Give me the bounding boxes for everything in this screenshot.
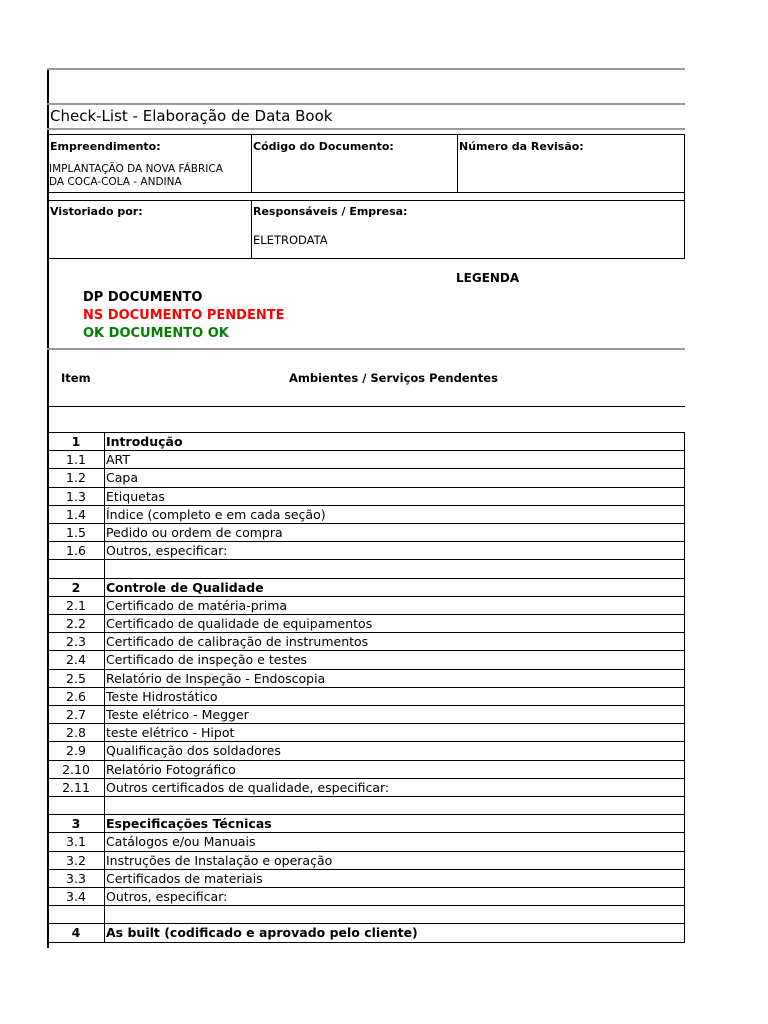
row-bottom-line bbox=[47, 851, 685, 852]
empreendimento-value-line1: IMPLANTAÇÃO DA NOVA FÁBRICA bbox=[49, 163, 223, 175]
row-item-number: 2.4 bbox=[66, 652, 86, 668]
row-bottom-line bbox=[47, 760, 685, 761]
row-description: Instruções de Instalação e operação bbox=[106, 852, 333, 868]
legend-title: LEGENDA bbox=[456, 271, 520, 285]
column-header-bottom bbox=[47, 406, 685, 407]
header-row2-bottom bbox=[47, 258, 685, 259]
row-description: Relatório Fotográfico bbox=[106, 761, 236, 777]
row-bottom-line bbox=[47, 614, 685, 615]
row-item-number: 2.10 bbox=[62, 761, 90, 777]
header-divider-1 bbox=[251, 134, 252, 192]
header-row1-bottom bbox=[47, 192, 685, 193]
legend-bottom-rule bbox=[47, 348, 685, 350]
row-item-number: 1.5 bbox=[66, 525, 86, 540]
row-item-number: 1.6 bbox=[66, 543, 86, 559]
row-item-number: 2.5 bbox=[66, 670, 86, 686]
row-description: Capa bbox=[106, 470, 138, 486]
row-item-number: 1.1 bbox=[66, 452, 86, 468]
row-item-number: 2.7 bbox=[66, 707, 86, 722]
row-description: Controle de Qualidade bbox=[106, 579, 264, 595]
column-header-item: Item bbox=[61, 371, 91, 385]
row-bottom-line bbox=[47, 578, 685, 579]
row-item-number: 1 bbox=[71, 434, 81, 449]
legend-code: NS bbox=[83, 308, 104, 323]
row-description: Introdução bbox=[106, 434, 183, 449]
row-item-number: 4 bbox=[71, 925, 81, 941]
row-bottom-line bbox=[47, 669, 685, 670]
header-divider-3 bbox=[251, 200, 252, 258]
row-item-number: 3.4 bbox=[66, 889, 86, 904]
row-bottom-line bbox=[47, 596, 685, 597]
row-bottom-line bbox=[47, 487, 685, 488]
row-item-number: 3.1 bbox=[66, 834, 86, 850]
responsaveis-value: ELETRODATA bbox=[253, 233, 328, 247]
row-description: Pedido ou ordem de compra bbox=[106, 525, 283, 540]
row-bottom-line bbox=[47, 632, 685, 633]
row-description: Outros certificados de qualidade, especificar: bbox=[106, 779, 390, 795]
row-item-number: 2.1 bbox=[66, 597, 86, 613]
row-item-number: 1.2 bbox=[66, 470, 86, 486]
row-bottom-line bbox=[47, 468, 685, 469]
page-title: Check-List - Elaboração de Data Book bbox=[50, 107, 333, 125]
row-description: Teste elétrico - Megger bbox=[106, 707, 249, 722]
header-right-border bbox=[684, 134, 685, 258]
row-description: Certificado de matéria-prima bbox=[106, 597, 288, 613]
row-bottom-line bbox=[47, 541, 685, 542]
row-bottom-line bbox=[47, 869, 685, 870]
row-bottom-line bbox=[47, 796, 685, 797]
empreendimento-label: Empreendimento: bbox=[50, 140, 161, 153]
legend-text: DOCUMENTO PENDENTE bbox=[107, 308, 285, 323]
row-description: Relatório de Inspeção - Endoscopia bbox=[106, 670, 326, 686]
row-item-number: 1.3 bbox=[66, 488, 86, 504]
row-description: Etiquetas bbox=[106, 488, 165, 504]
row-description: Índice (completo e em cada seção) bbox=[106, 506, 326, 522]
row-bottom-line bbox=[47, 832, 685, 833]
row-description: Outros, especificar: bbox=[106, 543, 228, 559]
row-bottom-line bbox=[47, 942, 685, 943]
row-bottom-line bbox=[47, 705, 685, 706]
row-description: Certificado de inspeção e testes bbox=[106, 652, 308, 668]
row-description: Certificado de qualidade de equipamentos bbox=[106, 616, 373, 631]
responsaveis-label: Responsáveis / Empresa: bbox=[253, 205, 408, 218]
codigo-label: Código do Documento: bbox=[253, 140, 394, 153]
table-top-line bbox=[47, 432, 685, 433]
row-item-number: 2.9 bbox=[66, 743, 86, 759]
row-description: Teste Hidrostático bbox=[106, 688, 218, 704]
row-item-number: 2.11 bbox=[62, 779, 90, 795]
row-item-number: 2.3 bbox=[66, 634, 86, 650]
row-description: Qualificação dos soldadores bbox=[106, 743, 281, 759]
row-bottom-line bbox=[47, 559, 685, 560]
legend-item-ns bbox=[83, 308, 284, 323]
top-rule bbox=[47, 68, 685, 70]
column-header-desc: Ambientes / Serviços Pendentes bbox=[289, 371, 498, 385]
row-item-number: 2 bbox=[71, 579, 81, 595]
row-bottom-line bbox=[47, 650, 685, 651]
legend-code: OK bbox=[83, 326, 105, 341]
row-description: Catálogos e/ou Manuais bbox=[106, 834, 256, 850]
row-bottom-line bbox=[47, 905, 685, 906]
legend-item-dp bbox=[83, 290, 202, 305]
row-bottom-line bbox=[47, 741, 685, 742]
row-description: As built (codificado e aprovado pelo cliente) bbox=[106, 925, 418, 941]
row-bottom-line bbox=[47, 814, 685, 815]
title-bottom-rule bbox=[47, 128, 685, 130]
row-description: ART bbox=[106, 452, 130, 468]
row-bottom-line bbox=[47, 450, 685, 451]
row-bottom-line bbox=[47, 687, 685, 688]
legend-item-ok bbox=[83, 326, 229, 341]
row-item-number: 3 bbox=[71, 816, 81, 832]
row-item-number: 1.4 bbox=[66, 506, 86, 522]
row-bottom-line bbox=[47, 523, 685, 524]
row-item-number: 3.3 bbox=[66, 870, 86, 886]
legend-code: DP bbox=[83, 290, 104, 305]
row-bottom-line bbox=[47, 887, 685, 888]
header-top-line bbox=[47, 134, 685, 135]
row-bottom-line bbox=[47, 923, 685, 924]
row-description: Certificados de materiais bbox=[106, 870, 263, 886]
legend-text: DOCUMENTO bbox=[107, 290, 203, 305]
row-description: Especificações Técnicas bbox=[106, 816, 272, 832]
vistoriado-label: Vistoriado por: bbox=[50, 205, 143, 218]
row-item-number: 2.2 bbox=[66, 616, 86, 631]
row-item-number: 3.2 bbox=[66, 852, 86, 868]
row-bottom-line bbox=[47, 505, 685, 506]
row-bottom-line bbox=[47, 723, 685, 724]
row-item-number: 2.6 bbox=[66, 688, 86, 704]
revisao-label: Número da Revisão: bbox=[459, 140, 584, 153]
header-row2-top bbox=[47, 200, 685, 201]
header-divider-2 bbox=[457, 134, 458, 192]
row-description: Certificado de calibração de instrumentos bbox=[106, 634, 369, 650]
legend-text: DOCUMENTO OK bbox=[108, 326, 229, 341]
row-item-number: 2.8 bbox=[66, 725, 86, 741]
title-top-rule bbox=[47, 103, 685, 105]
row-bottom-line bbox=[47, 778, 685, 779]
row-description: Outros, especificar: bbox=[106, 889, 228, 904]
row-description: teste elétrico - Hipot bbox=[106, 725, 235, 741]
empreendimento-value-line2: DA COCA-COLA - ANDINA bbox=[49, 176, 182, 188]
